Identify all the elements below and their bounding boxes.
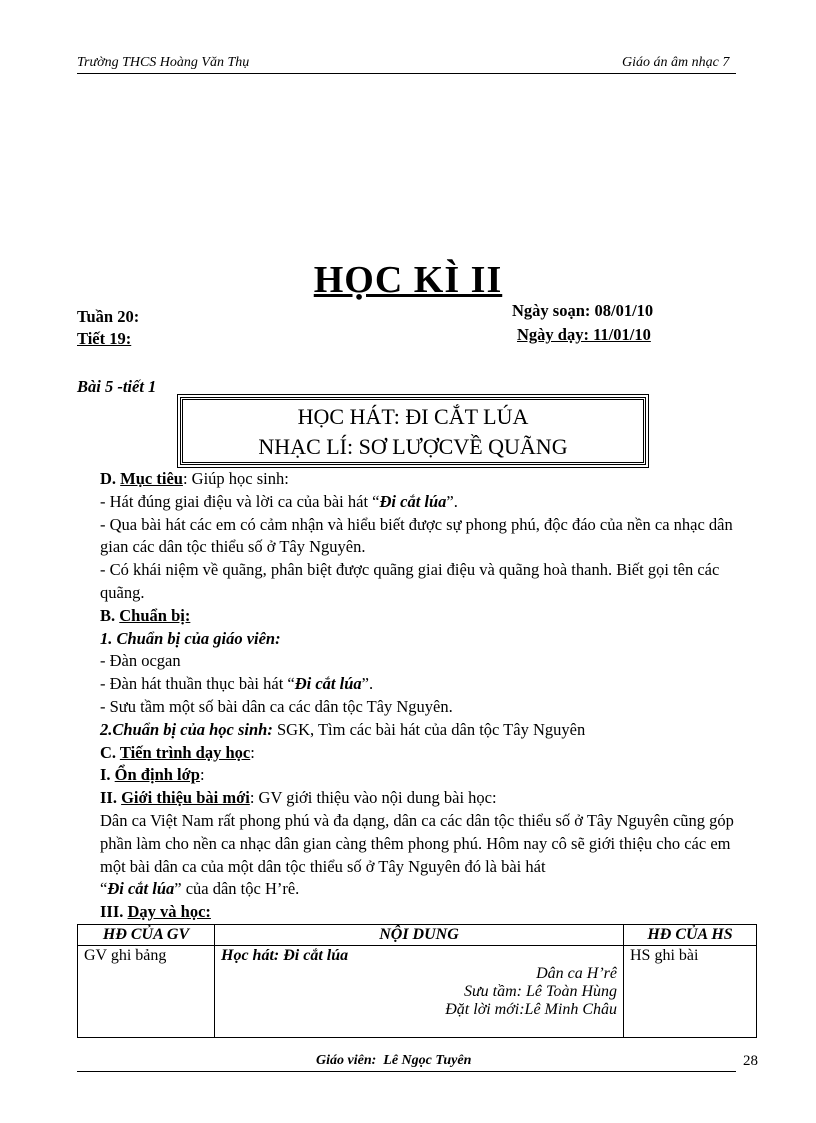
teacher-prep-2: - Đàn hát thuần thục bài hát “Đi cắt lúa”. [100, 674, 374, 694]
lesson-label: Bài 5 -tiết 1 [77, 377, 157, 396]
col-header-content: NỘI DUNG [215, 925, 624, 946]
lesson-title-line1: HỌC HÁT: ĐI CẮT LÚA [297, 404, 529, 429]
intro-paragraph: Dân ca Việt Nam rất phong phú và đa dạng, dân ca các dân tộc thiểu số ở Tây Nguyên cũng góp phần làm cho nền ca nhạc dân gian càng thêm phong phú. Hôm nay cô sẽ giới thiệu cho các em một bài dân ca của một dân tộc thiểu số ở Tây Nguyên đó là bài hát [100, 810, 734, 876]
song-collector: Sưu tầm: Lê Toàn Hùng [463, 983, 617, 1000]
header-subject: Giáo án âm nhạc 7 [622, 55, 730, 70]
step-1: I. Ổn định lớp: [100, 765, 205, 785]
student-activity: HS ghi bài [624, 946, 757, 1038]
content-title: Học hát: Đi cắt lúa [221, 947, 349, 964]
lesson-plan-table [77, 924, 757, 1038]
footer-rule [77, 1071, 736, 1072]
objective-2: - Qua bài hát các em có cảm nhận và hiểu biết được sự phong phú, độc đáo của nền ca nhạc dân gian các dân tộc thiểu số ở Tây Nguyên. [100, 514, 733, 557]
lesson-title-line2: NHẠC LÍ: SƠ LƯỢCVỀ QUÃNG [258, 434, 568, 459]
col-header-student: HĐ CỦA HS [624, 925, 757, 946]
objectives-heading: D. Mục tiêu: Giúp học sinh: [100, 469, 289, 488]
objective-1: - Hát đúng giai điệu và lời ca của bài hát “Đi cắt lúa”. [100, 491, 458, 511]
step-2: II. Giới thiệu bài mới: GV giới thiệu vào nội dung bài học: [100, 788, 497, 808]
intro-song-line: “Đi cắt lúa” của dân tộc H’rê. [100, 879, 300, 899]
footer-teacher: Giáo viên: Lê Ngọc Tuyên [316, 1053, 472, 1068]
table-header-row [78, 925, 757, 946]
col-header-teacher: HĐ CỦA GV [78, 925, 215, 946]
page-title: HỌC KÌ II [313, 259, 503, 301]
process-heading: C. Tiến trình dạy học: [100, 742, 255, 762]
step-3: III. Dạy và học: [100, 902, 211, 922]
teacher-prep-3: - Sưu tầm một số bài dân ca các dân tộc Tây Nguyên. [100, 696, 453, 716]
header-rule [77, 73, 736, 74]
teacher-prep-1: - Đàn ocgan [100, 651, 181, 671]
teacher-prep-heading: 1. Chuẩn bị của giáo viên: [100, 628, 281, 648]
week-label: Tuần 20: [77, 307, 140, 326]
header-school: Trường THCS Hoàng Văn Thụ [77, 55, 250, 70]
teacher-activity: GV ghi bảng [78, 946, 215, 1038]
prepared-date: Ngày soạn: 08/01/10 [512, 301, 654, 320]
lesson-title-box [180, 397, 646, 465]
prep-heading: B. Chuẩn bị: [100, 605, 191, 625]
lesson-body [100, 468, 750, 924]
content-cell [215, 946, 624, 1038]
page-number: 28 [743, 1053, 758, 1069]
objective-3: - Có khái niệm về quãng, phân biệt được quãng giai điệu và quãng hoà thanh. Biết gọi tên các quãng. [100, 560, 720, 602]
period-label: Tiết 19: [77, 329, 132, 348]
student-prep: 2.Chuẩn bị của học sinh: SGK, Tìm các bài hát của dân tộc Tây Nguyên [100, 719, 586, 739]
table-row [78, 946, 757, 1038]
teaching-date: Ngày dạy: 11/01/10 [517, 325, 651, 344]
song-origin: Dân ca H’rê [536, 965, 617, 982]
song-lyricist: Đặt lời mới:Lê Minh Châu [445, 1001, 617, 1018]
